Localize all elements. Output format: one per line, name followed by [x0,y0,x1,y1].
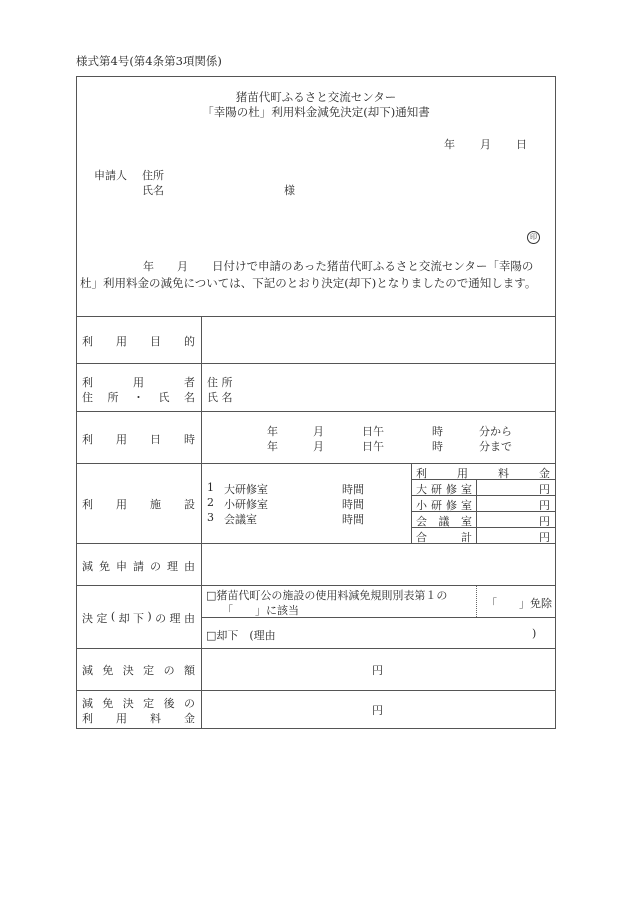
notice-title: 「幸陽の杜」利用料金減免決定(却下)通知書 [202,105,430,119]
fee-row-name: 会 議 室 [416,515,472,528]
reject-reason-close-paren: ) [532,627,537,640]
issue-date-day: 日 [516,138,527,151]
facility-item-no: 1 [207,481,214,494]
to-hour: 時 [432,440,443,453]
purpose-field[interactable] [202,317,556,363]
user-label-line1: 利 用 者 [82,376,195,389]
facility-item-unit: 時間 [342,513,364,526]
reduction-amount-label: 減 免 決 定 の 額 [82,664,195,677]
user-label-line2: 住 所 ・ 氏 名 [82,391,195,404]
from-minute: 分から [479,425,512,438]
facility-item-name: 小研修室 [224,498,268,511]
exemption-dotted-divider [476,586,477,617]
user-address-label: 住 所 [207,376,233,389]
from-month: 月 [313,425,324,438]
to-day-ampm: 日午 [362,440,384,453]
fee-after-label-line2: 利 用 料 金 [82,712,195,725]
facility-label: 利 用 施 設 [82,498,195,511]
fee-table-left-border [411,463,412,543]
honorific: 様 [284,184,295,197]
approve-option-line2: 「 」に該当 [222,604,299,617]
to-year: 年 [267,440,278,453]
row-divider [76,648,556,649]
fee-after-currency: 円 [372,704,383,717]
body-text-line1: 日付けで申請のあった猪苗代町ふるさと交流センター「幸陽の [212,259,534,273]
from-day-ampm: 日午 [362,425,384,438]
fee-currency: 円 [539,515,550,528]
applicant-label: 申請人 [94,169,127,182]
seal-mark [527,229,540,244]
form-reference: 様式第4号(第4条第3項関係) [76,54,222,68]
row-divider [76,363,556,364]
fee-after-label-line1: 減 免 決 定 後 の [82,697,195,710]
approve-option-checkbox-line1[interactable]: □猪苗代町公の施設の使用料減免規則別表第１の [206,589,448,602]
row-divider [76,690,556,691]
body-date-year: 年 [143,260,154,273]
decision-reason-label: 決 定 ( 却 下 ) の 理 由 [82,610,195,625]
facility-item-unit: 時間 [342,483,364,496]
row-divider [76,585,556,586]
exemption-text: 「 」免除 [486,597,552,610]
from-hour: 時 [432,425,443,438]
facility-item-unit: 時間 [342,498,364,511]
label-column-divider [201,316,202,729]
reduction-reason-field[interactable] [202,544,556,585]
body-text-line2: 杜」利用料金の減免については、下記のとおり決定(却下)となりましたので通知します。 [80,276,537,290]
fee-row-name: 小 研 修 室 [416,499,472,512]
applicant-address-label: 住所 [142,169,164,182]
row-divider [76,463,556,464]
purpose-label: 利 用 目 的 [82,335,195,348]
applicant-name-label: 氏名 [142,184,164,197]
center-name-title: 猪苗代町ふるさと交流センター [235,90,397,104]
reduction-reason-label: 減 免 申 請 の 理 由 [82,560,195,573]
issue-date-month: 月 [480,138,491,151]
facility-item-name: 大研修室 [224,483,268,496]
fee-currency: 円 [539,483,550,496]
facility-item-no: 3 [207,511,214,524]
fee-row-name: 大 研 修 室 [416,483,472,496]
to-minute: 分まで [479,440,512,453]
reduction-amount-currency: 円 [372,664,383,677]
issue-date-year: 年 [444,138,455,151]
fee-table-header: 利 用 料 金 [416,467,550,480]
fee-row-name: 合 計 [416,531,472,544]
user-name-label: 氏 名 [207,391,233,404]
to-month: 月 [313,440,324,453]
seal-icon: 印 [527,231,540,244]
row-divider [76,411,556,412]
from-year: 年 [267,425,278,438]
datetime-label: 利 用 日 時 [82,433,195,446]
body-date-month: 月 [177,260,188,273]
reject-option-checkbox[interactable]: □却下 (理由 [206,629,276,642]
facility-item-name: 会議室 [224,513,257,526]
fee-currency: 円 [539,499,550,512]
facility-item-no: 2 [207,496,214,509]
fee-currency: 円 [539,531,550,544]
